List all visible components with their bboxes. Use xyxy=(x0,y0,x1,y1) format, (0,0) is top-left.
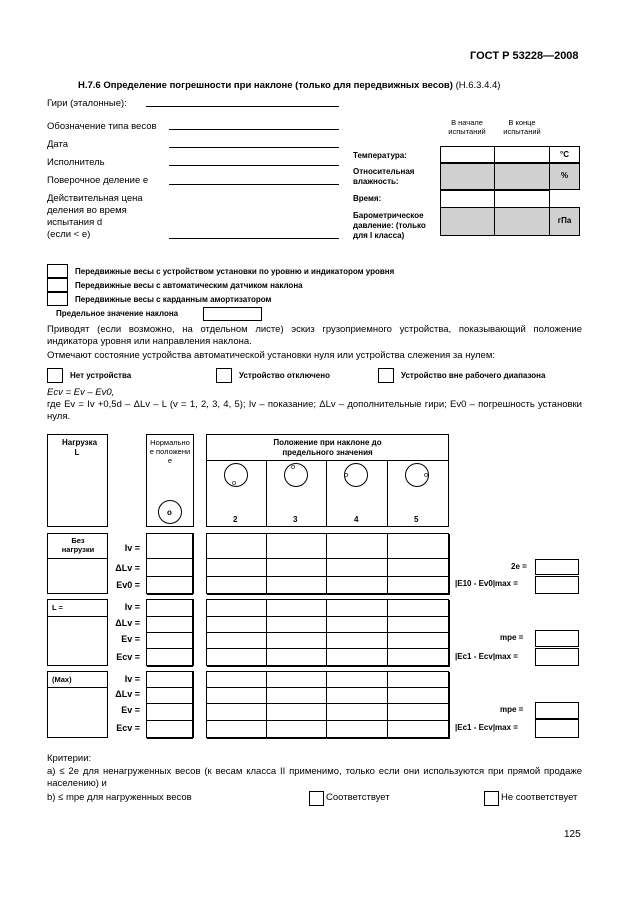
limit-input[interactable] xyxy=(203,307,262,321)
env-press-unit-box xyxy=(549,207,580,236)
env-time-start[interactable] xyxy=(440,190,495,208)
env-col-end: В конце испытаний xyxy=(503,118,541,136)
block2-label-dlv: ΔLv = xyxy=(115,618,140,628)
env-temp-label: Температура: xyxy=(353,151,407,160)
block1-normal xyxy=(146,533,194,594)
block2-load xyxy=(47,599,108,666)
not-complies-checkbox[interactable] xyxy=(484,791,499,806)
cell[interactable] xyxy=(207,704,267,721)
tilt-circle-3 xyxy=(284,463,308,487)
env-temp-unit-box xyxy=(549,146,580,163)
weights-label: Гири (эталонные): xyxy=(47,98,127,109)
load-header xyxy=(47,434,108,527)
cell[interactable] xyxy=(388,617,450,633)
opt2-label: Передвижные весы с автоматическим датчиком наклона xyxy=(75,281,303,290)
env-temp-end[interactable] xyxy=(494,146,550,163)
env-col-start: В начале испытаний xyxy=(448,118,486,136)
actual-label-1: Действительная цена xyxy=(47,193,143,204)
cell[interactable] xyxy=(207,617,267,633)
tilt-header-line xyxy=(206,460,449,461)
env-press-end[interactable] xyxy=(494,207,550,236)
block2-load-text: L = xyxy=(52,603,63,612)
zero-out-checkbox[interactable] xyxy=(378,368,394,383)
env-press-label: Барометрическое давление: (только для I класса) xyxy=(353,211,426,240)
block1-max-input[interactable] xyxy=(535,576,579,594)
cell[interactable] xyxy=(327,704,388,721)
cell[interactable] xyxy=(327,617,388,633)
zero-paragraph: Отмечают состояние устройства автоматической установки нуля или устройства слежения за нулем: xyxy=(47,350,495,361)
cell[interactable] xyxy=(327,633,388,649)
tilt-dot-2: о xyxy=(232,478,237,487)
formula-2: где Еv = Iv +0,5d – ΔLv – L (v = 1, 2, 3, 4, 5); Iv – показание; ΔLv – дополнительные гири; Еv0 – погрешность установки нуля. xyxy=(47,399,582,422)
tilt-dot-5: о xyxy=(424,470,429,479)
executor-label: Исполнитель xyxy=(47,157,105,168)
env-hum-end[interactable] xyxy=(494,163,550,190)
tilt-col-line-3 xyxy=(387,460,388,527)
page-number: 125 xyxy=(564,829,581,840)
normal-header-text: Нормальное положение xyxy=(149,438,191,465)
cell[interactable] xyxy=(267,721,327,739)
cell[interactable] xyxy=(388,559,450,577)
cell[interactable] xyxy=(327,534,388,559)
opt2-checkbox[interactable] xyxy=(47,278,68,292)
cell[interactable] xyxy=(267,704,327,721)
cell[interactable] xyxy=(147,633,193,649)
env-temp-unit: °C xyxy=(560,150,569,159)
block3-max-label: |Ec1 - Ecv|max = xyxy=(455,723,518,732)
cell[interactable] xyxy=(147,534,193,559)
zero-out-label: Устройство вне рабочего диапазона xyxy=(401,371,546,380)
block2-tilt xyxy=(206,599,449,666)
cell[interactable] xyxy=(388,649,450,667)
block3-tilt xyxy=(206,671,449,738)
block1-2e-label: 2e = xyxy=(511,562,527,571)
tilt-dot-4: о xyxy=(344,470,349,479)
section-title xyxy=(78,80,500,92)
cell[interactable] xyxy=(207,577,267,595)
cell[interactable] xyxy=(207,721,267,739)
cell[interactable] xyxy=(327,672,388,688)
cell[interactable] xyxy=(147,559,193,577)
env-hum-label: Относительная влажность: xyxy=(353,167,415,186)
opt3-checkbox[interactable] xyxy=(47,292,68,306)
cell[interactable] xyxy=(147,617,193,633)
complies-label: Соответствует xyxy=(326,792,390,803)
actual-label-2: деления во время xyxy=(47,205,127,216)
weights-line xyxy=(146,106,339,107)
section-title-text: Н.7.6 Определение погрешности при наклоне (только для передвижных весов) xyxy=(78,80,453,91)
cell[interactable] xyxy=(267,649,327,667)
cell[interactable] xyxy=(267,688,327,704)
complies-checkbox[interactable] xyxy=(309,791,324,806)
cell[interactable] xyxy=(327,721,388,739)
cell[interactable] xyxy=(388,672,450,688)
cell[interactable] xyxy=(207,633,267,649)
cell[interactable] xyxy=(147,704,193,721)
cell[interactable] xyxy=(147,600,193,617)
zero-off-checkbox[interactable] xyxy=(216,368,232,383)
verif-label: Поверочное деление е xyxy=(47,175,149,186)
cell[interactable] xyxy=(327,600,388,617)
cell[interactable] xyxy=(267,577,327,595)
opt1-checkbox[interactable] xyxy=(47,264,68,278)
date-label: Дата xyxy=(47,139,69,150)
sketch-paragraph: Приводят (если возможно, на отдельном листе) эскиз грузоприемного устройства, показывающий положение индикатора уровня или направления наклона. xyxy=(47,324,582,347)
block1-load-line xyxy=(47,558,108,559)
block3-mpe-input[interactable] xyxy=(535,702,579,719)
cell[interactable] xyxy=(207,688,267,704)
zero-none-checkbox[interactable] xyxy=(47,368,63,383)
cell[interactable] xyxy=(267,559,327,577)
cell[interactable] xyxy=(147,721,193,739)
type-label: Обозначение типа весов xyxy=(47,121,157,132)
block3-max-input[interactable] xyxy=(535,719,579,738)
normal-position-dot: о xyxy=(167,508,172,517)
zero-none-label: Нет устройства xyxy=(70,371,132,380)
cell[interactable] xyxy=(267,633,327,649)
block3-mpe-label: mpe = xyxy=(500,705,524,714)
actual-label-4: (если < е) xyxy=(47,229,91,240)
block1-label-ev0: Ev0 = xyxy=(116,580,140,590)
block3-normal xyxy=(146,671,194,738)
block3-label-iv: Iv = xyxy=(124,674,140,684)
limit-label: Предельное значение наклона xyxy=(56,309,179,318)
cell[interactable] xyxy=(207,534,267,559)
block3-label-ev: Ev = xyxy=(121,705,140,715)
block2-max-input[interactable] xyxy=(535,648,579,666)
opt3-label: Передвижные весы с карданным амортизатором xyxy=(75,295,272,304)
block3-label-dlv: ΔLv = xyxy=(115,689,140,699)
block1-2e-input[interactable] xyxy=(535,559,579,575)
date-line xyxy=(169,147,339,148)
cell[interactable] xyxy=(267,534,327,559)
cell[interactable] xyxy=(327,688,388,704)
cell[interactable] xyxy=(327,559,388,577)
cell[interactable] xyxy=(388,600,450,617)
criteria-b: b) ≤ mpe для нагруженных весов xyxy=(47,792,192,803)
actual-line xyxy=(169,238,339,239)
standard-number: ГОСТ Р 53228—2008 xyxy=(470,50,579,62)
tilt-num-5: 5 xyxy=(414,515,419,524)
type-line xyxy=(169,129,339,130)
cell[interactable] xyxy=(207,559,267,577)
block1-label-iv: Iv = xyxy=(124,543,140,553)
actual-label-3: испытания d xyxy=(47,217,103,228)
cell[interactable] xyxy=(388,721,450,739)
env-temp-start[interactable] xyxy=(440,146,495,163)
env-press-start[interactable] xyxy=(440,207,495,236)
block2-mpe-label: mpe = xyxy=(500,633,524,642)
block2-mpe-input[interactable] xyxy=(535,630,579,647)
env-time-label: Время: xyxy=(353,194,382,203)
block2-max-label: |Ec1 - Ecv|max = xyxy=(455,652,518,661)
not-complies-label: Не соответствует xyxy=(501,792,578,803)
cell[interactable] xyxy=(147,577,193,595)
verif-line xyxy=(169,184,339,185)
cell[interactable] xyxy=(147,672,193,688)
cell[interactable] xyxy=(267,617,327,633)
cell[interactable] xyxy=(207,649,267,667)
block3-load-line xyxy=(47,687,108,688)
criteria-title: Критерии: xyxy=(47,753,92,764)
cell[interactable] xyxy=(207,672,267,688)
zero-off-label: Устройство отключено xyxy=(239,371,330,380)
env-hum-unit-box xyxy=(549,163,580,190)
cell[interactable] xyxy=(267,672,327,688)
cell[interactable] xyxy=(327,577,388,595)
block3-load xyxy=(47,671,108,738)
block2-label-iv: Iv = xyxy=(124,602,140,612)
cell[interactable] xyxy=(388,577,450,595)
normal-header xyxy=(146,434,194,527)
block3-load-text: (Max) xyxy=(52,675,72,684)
cell[interactable] xyxy=(207,600,267,617)
block2-load-line xyxy=(47,616,108,617)
section-ref: (Н.6.3.4.4) xyxy=(455,80,501,91)
cell[interactable] xyxy=(147,649,193,667)
executor-line xyxy=(169,165,339,166)
env-press-unit: гПа xyxy=(557,216,572,225)
block2-normal xyxy=(146,599,194,666)
block1-load xyxy=(47,533,108,594)
cell[interactable] xyxy=(388,633,450,649)
tilt-dot-3: о xyxy=(291,462,296,471)
cell[interactable] xyxy=(327,649,388,667)
cell[interactable] xyxy=(388,704,450,721)
block1-label-dlv: ΔLv = xyxy=(115,563,140,573)
cell[interactable] xyxy=(147,688,193,704)
opt1-label: Передвижные весы с устройством установки по уровню и индикатором уровня xyxy=(75,267,395,276)
cell[interactable] xyxy=(388,688,450,704)
tilt-col-line-1 xyxy=(266,460,267,527)
formula-1: Еcv = Ev – Ev0, xyxy=(47,387,115,398)
block1-load-text: Без нагрузки xyxy=(61,536,95,554)
env-hum-unit: % xyxy=(560,171,569,180)
block1-max-label: |E10 - Ev0|max = xyxy=(455,579,518,588)
env-time-end[interactable] xyxy=(494,190,550,208)
tilt-col-line-2 xyxy=(326,460,327,527)
block2-label-ev: Ev = xyxy=(121,634,140,644)
tilt-num-3: 3 xyxy=(293,515,298,524)
load-header-text: Нагрузка L xyxy=(62,438,98,457)
cell[interactable] xyxy=(267,600,327,617)
tilt-num-2: 2 xyxy=(233,515,238,524)
block2-label-ecv: Ecv = xyxy=(116,652,140,662)
tilt-num-4: 4 xyxy=(354,515,359,524)
tilt-header-text: Положение при наклоне до предельного значения xyxy=(273,438,382,457)
cell[interactable] xyxy=(388,534,450,559)
criteria-a: а) ≤ 2е для ненагруженных весов (к весам класса II применимо, только если они используются при прямой продаже населению) и xyxy=(47,766,582,789)
block1-tilt xyxy=(206,533,449,594)
block3-label-ecv: Ecv = xyxy=(116,723,140,733)
env-hum-start[interactable] xyxy=(440,163,495,190)
